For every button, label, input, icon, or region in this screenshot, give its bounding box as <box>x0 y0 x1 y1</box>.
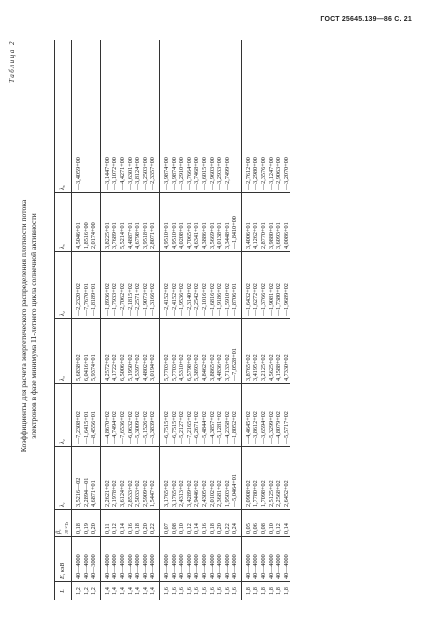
table-cell: 4,5046+01 <box>72 193 83 252</box>
table-cell: 1,7780+02 <box>252 447 260 510</box>
table-cell: 5,5214+01 <box>119 193 127 252</box>
table-cell: 40—4000 <box>111 537 119 582</box>
table-cell: 0,16 <box>201 510 209 537</box>
table-cell: 4,1588+02 <box>275 319 283 384</box>
table-cell: 4,2572+02 <box>100 319 111 384</box>
table-cell: —2,3140+02 <box>186 252 194 319</box>
table-row <box>134 40 142 600</box>
table-cell: 0,20 <box>142 510 150 537</box>
table-cell: —3,6301+00 <box>126 157 134 190</box>
table-cell: —7,2308+02 <box>72 384 83 447</box>
table-cell: 1,6 <box>178 582 186 601</box>
col-header-a1: λ₁ <box>55 447 72 510</box>
table-cell: 1,8 <box>241 582 252 601</box>
table-cell: 4,0086+01 <box>283 193 291 252</box>
table-cell: —2,4152+02 <box>159 252 170 319</box>
table-cell: 1,6 <box>159 582 170 601</box>
table-row <box>149 40 159 600</box>
table-cell: —3,6015+00 <box>200 157 208 190</box>
table-cell: —2,4152+02 <box>171 252 179 319</box>
col-header-a5: λ₅ <box>55 193 72 252</box>
table-cell: 4,5310+02 <box>178 319 186 384</box>
table-cell: —2,1815+02 <box>127 252 135 319</box>
table-row <box>72 40 83 600</box>
table-cell: —1,6415+01 <box>83 384 91 447</box>
table-cell: 6,5798+02 <box>186 319 194 384</box>
table-cell: —5,3299+02 <box>268 384 276 447</box>
table-cell: 0,22 <box>224 510 232 537</box>
table-cell: —3,6594+02 <box>260 384 268 447</box>
table-cell: 0,14 <box>193 510 201 537</box>
table-cell: 3,4195+02 <box>252 319 260 384</box>
table-row <box>216 40 224 600</box>
table-cell: 0,20 <box>216 510 224 537</box>
table-cell: 2,5033+02 <box>134 447 142 510</box>
table-cell: —3,2070+00 <box>282 157 290 190</box>
table-cell: —1,9536+02 <box>178 252 186 319</box>
table-cell: 40—4000 <box>127 537 135 582</box>
table-cell: 0,12 <box>275 510 283 537</box>
table-cell: 2,0908+02 <box>241 447 252 510</box>
table-row <box>201 40 209 600</box>
table-cell: 40—4000 <box>216 537 224 582</box>
table-cell: —3,1447+00 <box>103 157 111 190</box>
table-cell: 40—4000 <box>149 537 159 582</box>
beta-symbol: β, <box>55 529 63 534</box>
table-cell: 0,12 <box>186 510 194 537</box>
table-cell: 40—4000 <box>178 537 186 582</box>
table-row <box>260 40 268 600</box>
table-cell: —4,4271+00 <box>118 157 126 190</box>
table-row <box>178 40 186 600</box>
table-cell: 40—4000 <box>283 537 291 582</box>
table-cell: —1,3766+02 <box>260 252 268 319</box>
table-cell: —2,3357+00 <box>149 40 159 193</box>
table-cell: 1,8 <box>260 582 268 601</box>
table-cell: 1,9503+02 <box>224 447 232 510</box>
table-cell: 40—4000 <box>241 537 252 582</box>
table-cell: —1,3166+02 <box>149 252 159 319</box>
table-cell: —3,2910+00 <box>178 157 186 190</box>
table-row <box>224 40 232 600</box>
table-row <box>111 40 119 600</box>
col-header-a3: λ₃ <box>55 319 72 384</box>
table-row <box>171 40 179 600</box>
table-cell: —7,7670+01 <box>83 252 91 319</box>
table-cell: —5,5717+02 <box>283 384 291 447</box>
table-cell: 2,2568+02 <box>275 447 283 510</box>
table-cell: 1,6 <box>231 582 241 601</box>
table-cell: 40—4000 <box>119 537 127 582</box>
table-cell: 4,8462+02 <box>201 319 209 384</box>
table-cell: 3,8765+02 <box>241 319 252 384</box>
table-cell: 40—4000 <box>100 537 111 582</box>
table-cell: —3,2503+00 <box>141 157 149 190</box>
table-cell: 0,20 <box>90 510 100 537</box>
table-cell: —7,6536+02 <box>119 384 127 447</box>
table-cell: 6,0416+01 <box>83 319 91 384</box>
table-cell: 2,2621+02 <box>100 447 111 510</box>
table-cell: —2,7612+00 <box>244 157 252 190</box>
table-cell: 2,9446+02 <box>193 447 201 510</box>
table-row <box>90 40 100 600</box>
table-cell: 1,8 <box>268 582 276 601</box>
table-cell: 4,6341+01 <box>193 193 201 252</box>
table-row <box>100 40 111 600</box>
table-row <box>83 40 91 600</box>
table-cell: 0,18 <box>134 510 142 537</box>
table-cell: 0,24 <box>231 510 241 537</box>
table-cell: —2,7499+00 <box>223 157 231 190</box>
table-cell: 1,6 <box>224 582 232 601</box>
table-cell: —5,3009+02 <box>134 384 142 447</box>
col-header-L: L <box>55 582 72 601</box>
table-cell: 5,1950+02 <box>127 319 135 384</box>
table-cell: —5,0464+01 <box>231 447 241 510</box>
table-cell: 1,8 <box>252 582 260 601</box>
table-cell: 5,7703+02 <box>171 319 179 384</box>
table-cell: 3,6093+01 <box>275 193 283 252</box>
table-cell: 3,9880+01 <box>268 193 276 252</box>
table-cell: 0,08 <box>260 510 268 537</box>
table-cell: —6,7515+02 <box>171 384 179 447</box>
table-cell: —3,1247+00 <box>267 157 275 190</box>
table-cell: 1,8516+00 <box>83 193 91 252</box>
table-cell: —1,7933+02 <box>111 252 119 319</box>
table-cell: —7,0528+01 <box>231 319 241 384</box>
table-cell: —4,2358+02 <box>224 384 232 447</box>
table-cell: —3,9874+00 <box>170 157 178 190</box>
col-header-energy: E, кэВ <box>55 537 72 582</box>
table-cell: 1,2 <box>72 582 83 601</box>
table-cell: 0,19 <box>83 510 91 537</box>
table-cell: 1,8 <box>275 582 283 601</box>
table-cell: 2,8533+02 <box>127 447 135 510</box>
table-cell: 0,10 <box>178 510 186 537</box>
table-cell: —6,2671+02 <box>193 384 201 447</box>
table-cell: 3,8225+01 <box>100 193 111 252</box>
table-row <box>209 40 217 600</box>
table-cell: 2,3681+02 <box>216 447 224 510</box>
table-cell: —3,8124+00 <box>134 157 142 190</box>
table-cell: 3,1765+02 <box>159 447 170 510</box>
table-cell: 1,6 <box>201 582 209 601</box>
table-cell <box>83 40 91 193</box>
table-cell: 0,08 <box>171 510 179 537</box>
table-cell: 6,5006+02 <box>119 319 127 384</box>
table-cell: 0,12 <box>111 510 119 537</box>
table-cell: —1,8706+01 <box>231 252 241 319</box>
table-cell: 3,5216—02 <box>72 447 83 510</box>
table-cell: 0,14 <box>119 510 127 537</box>
table-row <box>186 40 194 600</box>
table-cell: 1,6 <box>216 582 224 601</box>
table-cell: 2,0102+02 <box>209 447 217 510</box>
table-cell: 1,2 <box>90 582 100 601</box>
col-header-beta <box>55 510 72 537</box>
table-cell: 4,1262+01 <box>252 193 260 252</box>
table-cell: 3,0194+02 <box>149 319 159 384</box>
table-cell: 3,2125+02 <box>260 319 268 384</box>
table-cell: 1,2 <box>83 582 91 601</box>
table-cell: 40—4000 <box>201 537 209 582</box>
table-cell: 2,8071+01 <box>149 193 159 252</box>
table-caption <box>19 86 39 566</box>
table-cell: 1,6 <box>209 582 217 601</box>
table-cell: 1,4 <box>142 582 150 601</box>
table-cell: 2,2894—01 <box>83 447 91 510</box>
table-cell: 0,16 <box>127 510 135 537</box>
table-cell: 0,14 <box>283 510 291 537</box>
table-cell: 40—3000 <box>90 537 100 582</box>
table-cell: 5,6838+02 <box>72 319 83 384</box>
table-cell: —5,1526+02 <box>142 384 150 447</box>
table-cell: 40—4000 <box>72 537 83 582</box>
table-cell: 40—4000 <box>193 537 201 582</box>
table-row <box>231 40 241 600</box>
table-cell: —3,3839+02 <box>149 384 159 447</box>
table-cell <box>231 40 241 193</box>
table-cell: —1,8410+00 <box>231 193 241 252</box>
table-cell: —2,7062+02 <box>119 252 127 319</box>
table-cell: 40—4000 <box>83 537 91 582</box>
table-cell: —3,7468+00 <box>193 157 201 190</box>
table-cell: —3,8612+02 <box>252 384 260 447</box>
table-cell: 4,0138+01 <box>216 193 224 252</box>
table-cell: 0,10 <box>268 510 276 537</box>
table-number: Таблица 2 <box>8 40 16 83</box>
table-cell: 0,07 <box>159 510 170 537</box>
table-cell: 1,7098+02 <box>260 447 268 510</box>
table-row <box>241 40 252 600</box>
table-cell: 3,7689+01 <box>111 193 119 252</box>
table-cell: 4,7065+01 <box>186 193 194 252</box>
table-cell: 2,5125+02 <box>268 447 276 510</box>
table-cell: —1,9073+02 <box>142 252 150 319</box>
table-cell: 0,05 <box>241 510 252 537</box>
table-cell: —2,2571+02 <box>134 252 142 319</box>
table-cell: —1,7380+02 <box>275 252 283 319</box>
table-cell: —3,1072+00 <box>111 157 119 190</box>
table-cell: —1,8936+02 <box>100 252 111 319</box>
col-header-a4: λ₄ <box>55 252 72 319</box>
table-row <box>193 40 201 600</box>
table-cell: 3,3448+01 <box>224 193 232 252</box>
table-cell: —1,9689+02 <box>283 252 291 319</box>
table-cell: 4,4802+02 <box>142 319 150 384</box>
table-cell: 4,4836+02 <box>216 319 224 384</box>
table-cell <box>90 40 100 193</box>
table-cell: —1,9081+02 <box>268 252 276 319</box>
table-cell: 2,6452+02 <box>283 447 291 510</box>
table-cell: 1,4 <box>119 582 127 601</box>
table-cell: 1,5447+02 <box>149 447 159 510</box>
table-cell: 2,0174+00 <box>90 193 100 252</box>
table-cell: 40—4000 <box>186 537 194 582</box>
table-cell: 4,1722+02 <box>111 319 119 384</box>
table-cell: —4,8670+02 <box>100 384 111 447</box>
table-cell: —1,5910+02 <box>224 252 232 319</box>
table-cell: —6,7515+02 <box>159 384 170 447</box>
table-cell: 1,4 <box>127 582 135 601</box>
page-header: ГОСТ 25645.139—86 С. 21 <box>320 16 412 23</box>
table-cell: 40—4000 <box>159 537 170 582</box>
table-cell: —1,6272+02 <box>252 252 260 319</box>
table-header-row <box>55 40 72 600</box>
table-cell: —3,2933+00 <box>216 157 224 190</box>
table-cell: —2,1016+02 <box>201 252 209 319</box>
table-row <box>119 40 127 600</box>
table-cell: —2,3576+00 <box>260 157 268 190</box>
table-cell: —5,4844+02 <box>201 384 209 447</box>
table-cell: —3,7664+00 <box>185 157 193 190</box>
table-cell: —5,1281+02 <box>216 384 224 447</box>
table-cell: 4,3886+01 <box>201 193 209 252</box>
table-cell: 40—4000 <box>252 537 260 582</box>
table-cell: 4,6798+01 <box>134 193 142 252</box>
table-row <box>159 40 170 600</box>
table-cell: 1,4 <box>134 582 142 601</box>
table-row <box>275 40 283 600</box>
table-cell: 40—4000 <box>260 537 268 582</box>
table-cell: 3,9518+01 <box>142 193 150 252</box>
table-cell: —2,2320+02 <box>72 252 83 319</box>
table-cell: —2,9603+00 <box>208 157 216 190</box>
table-cell: —1,6432+02 <box>241 252 252 319</box>
table-cell: 0,18 <box>209 510 217 537</box>
table-cell: 0,06 <box>252 510 260 537</box>
table-cell: 4,9510+01 <box>171 193 179 252</box>
table-cell: 0,18 <box>72 510 83 537</box>
col-header-a6: λ₆ <box>55 40 72 193</box>
table-cell: —1,8189+01 <box>90 252 100 319</box>
table-cell: —4,8079+02 <box>275 384 283 447</box>
table-cell: 3,4289+02 <box>186 447 194 510</box>
table-cell: 3,7133+02 <box>224 319 232 384</box>
table-cell: —8,4556+01 <box>90 384 100 447</box>
table-cell: 2,4305+02 <box>201 447 209 510</box>
table-cell: 5,3893+02 <box>193 319 201 384</box>
beta-unit: 10⁻² Тл <box>64 521 69 534</box>
table-row <box>268 40 276 600</box>
table-cell: 3,8865+02 <box>209 319 217 384</box>
table-cell: —6,0632+02 <box>127 384 135 447</box>
table-cell: —1,6816+02 <box>209 252 217 319</box>
table-cell: 1,6 <box>171 582 179 601</box>
table-cell: 40—4000 <box>171 537 179 582</box>
table-cell: 4,5397+02 <box>134 319 142 384</box>
table-cell: 40—4000 <box>268 537 276 582</box>
table-cell: —1,8052+02 <box>231 384 241 447</box>
table-cell: —5,2127+02 <box>178 384 186 447</box>
table-cell: 40—4000 <box>209 537 217 582</box>
table-cell: 40—4000 <box>275 537 283 582</box>
table-cell: —4,3857+02 <box>209 384 217 447</box>
table-cell: 40—4000 <box>224 537 232 582</box>
table-cell: —4,7494+02 <box>111 384 119 447</box>
table-cell: 5,9374+01 <box>90 319 100 384</box>
caption-line-2: электронов в фазе минимума 11-летнего цикла солнечной активности <box>29 213 38 439</box>
table-body <box>72 40 291 600</box>
table-cell: 2,5909+02 <box>142 447 150 510</box>
table-cell: 40—4000 <box>134 537 142 582</box>
table-cell: —4,4645+02 <box>241 384 252 447</box>
table-cell: 0,11 <box>100 510 111 537</box>
table-cell: 3,4006+01 <box>241 193 252 252</box>
table-cell: —3,2980+00 <box>252 157 260 190</box>
table-cell: 3,6124+02 <box>119 447 127 510</box>
table-cell: 2,1978+02 <box>111 447 119 510</box>
table-cell: 3,5669+01 <box>209 193 217 252</box>
table-cell: —2,2542+02 <box>193 252 201 319</box>
coefficients-table <box>54 40 290 600</box>
table-cell: 1,8 <box>283 582 291 601</box>
table-cell: 1,6 <box>186 582 194 601</box>
table-row <box>142 40 150 600</box>
table-cell: 1,4 <box>111 582 119 601</box>
table-cell: 4,6871+01 <box>90 447 100 510</box>
table-cell: 1,4 <box>149 582 159 601</box>
table-cell: 4,0208+01 <box>178 193 186 252</box>
table-cell: —7,2165+02 <box>186 384 194 447</box>
table-cell: 4,4887+01 <box>127 193 135 252</box>
table-cell: 5,7703+02 <box>159 319 170 384</box>
table-cell: 2,4313+02 <box>178 447 186 510</box>
table-cell: —2,9063+00 <box>275 157 283 190</box>
table-row <box>252 40 260 600</box>
table-cell: 2,8770+01 <box>260 193 268 252</box>
table-cell: —3,9874+00 <box>162 157 170 190</box>
table-cell: 1,4 <box>100 582 111 601</box>
caption-line-1: Коэффициенты для расчета энергетического распределения плотности потока <box>19 199 28 453</box>
table-cell: 4,9510+01 <box>159 193 170 252</box>
table-cell: 4,7330+02 <box>283 319 291 384</box>
table-cell: 1,6 <box>193 582 201 601</box>
table-row <box>283 40 291 600</box>
table-cell: 40—4000 <box>231 537 241 582</box>
table-cell: 4,5625+02 <box>268 319 276 384</box>
table-cell: 0,22 <box>149 510 159 537</box>
table-cell: —1,9186+02 <box>216 252 224 319</box>
table-cell: 40—4000 <box>142 537 150 582</box>
table-row <box>127 40 135 600</box>
table-cell: 3,1765+02 <box>171 447 179 510</box>
col-header-a2: λ₂ <box>55 384 72 447</box>
table-cell: —3,4059+00 <box>75 157 82 190</box>
